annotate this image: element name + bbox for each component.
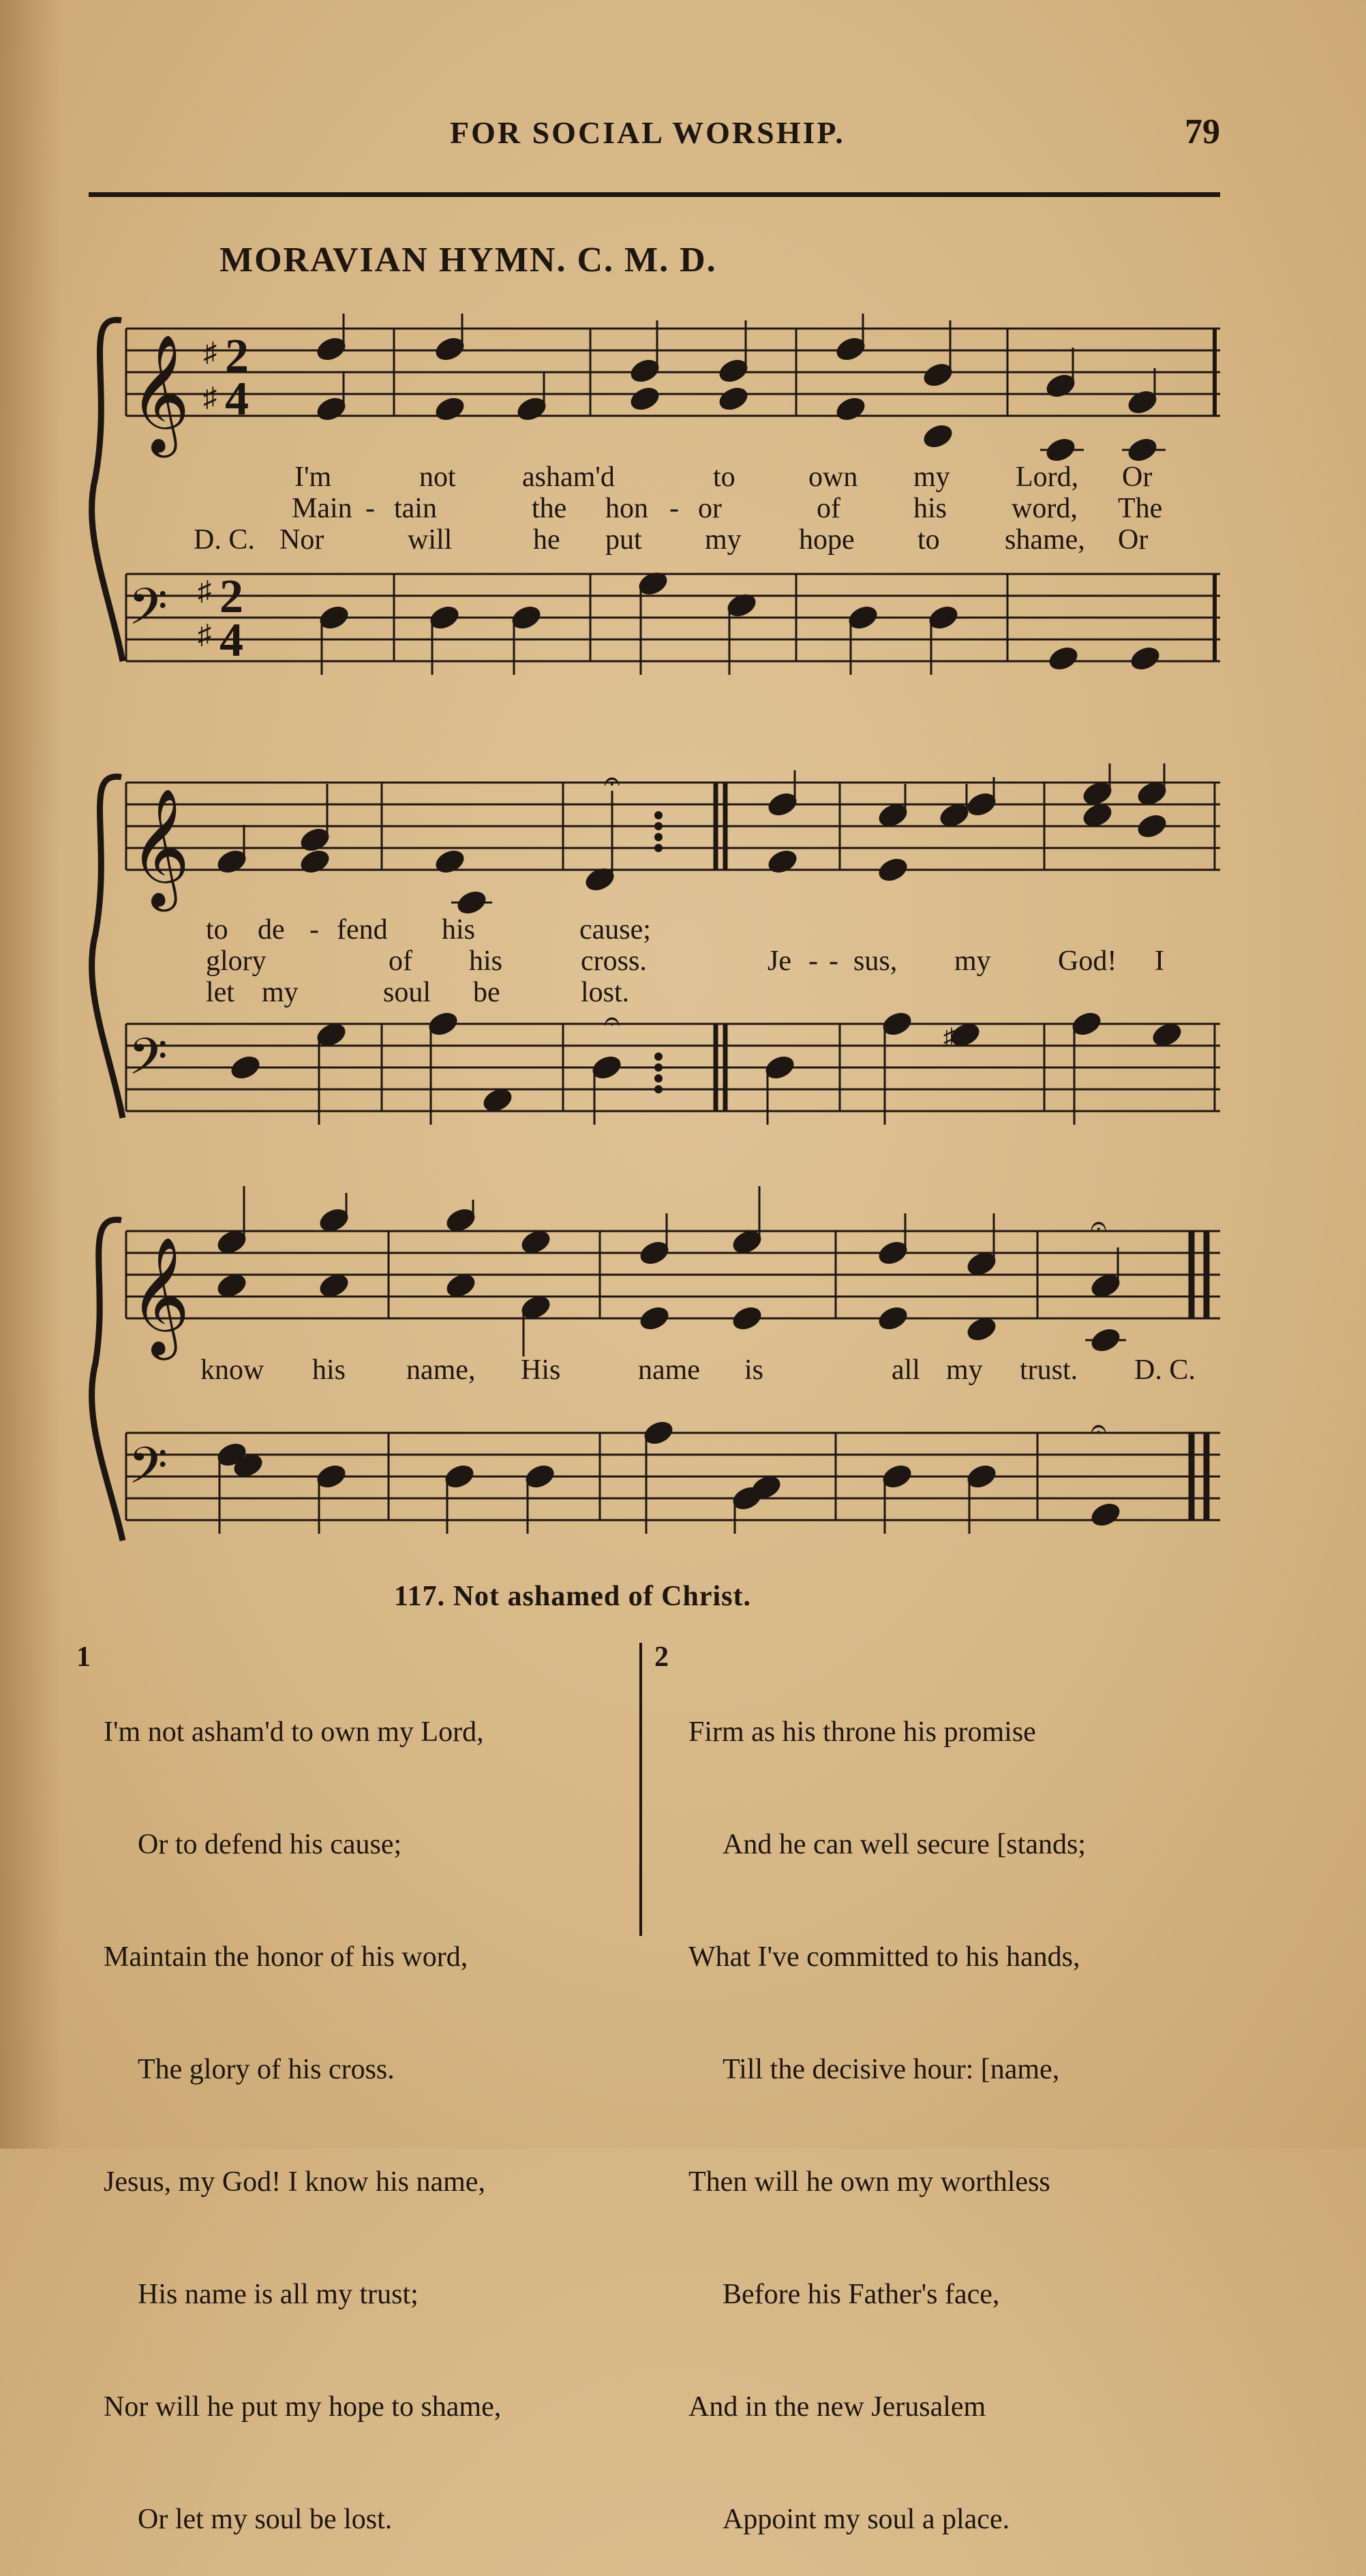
verse-line: Jesus, my God! I know his name, bbox=[104, 2166, 485, 2198]
lyric-word: his bbox=[913, 493, 947, 524]
sharp-icon: ♯ bbox=[203, 337, 217, 367]
treble-clef-icon: 𝄞 bbox=[130, 334, 190, 453]
verse-line: And he can well secure [stands; bbox=[723, 1829, 1086, 1860]
treble-clef-icon: 𝄞 bbox=[130, 1240, 190, 1353]
lyric-word: my bbox=[946, 1354, 983, 1386]
lyric-word: his bbox=[312, 1354, 346, 1386]
lyric-word: my bbox=[262, 977, 299, 1008]
lyric-word: lost. bbox=[581, 977, 630, 1008]
verse-1 bbox=[104, 1639, 501, 2576]
lyric-word: of bbox=[817, 493, 840, 524]
verse-line: Or to defend his cause; bbox=[138, 1829, 402, 1860]
lyric-word: - bbox=[669, 493, 679, 524]
svg-text:♯: ♯ bbox=[943, 1025, 955, 1050]
lyric-word: glory bbox=[206, 945, 267, 977]
lyric-word: to bbox=[917, 524, 940, 556]
hymn-number: 117. bbox=[394, 1581, 446, 1612]
running-head: FOR SOCIAL WORSHIP. bbox=[450, 115, 845, 150]
lyric-word: his bbox=[469, 945, 503, 977]
verse-line: And in the new Jerusalem bbox=[688, 2391, 986, 2423]
lyric-word: he bbox=[533, 524, 560, 556]
hymn-title: Not ashamed of Christ. bbox=[453, 1581, 752, 1612]
column-divider bbox=[639, 1643, 642, 1936]
bass-staff bbox=[126, 1433, 1220, 1520]
lyric-word: - bbox=[829, 945, 838, 977]
lyric-word: not bbox=[419, 461, 456, 493]
treble-clef-icon: 𝄞 bbox=[130, 791, 190, 905]
lyric-word: or bbox=[698, 493, 722, 524]
verse-line: Till the decisive hour: [name, bbox=[723, 2054, 1060, 2085]
verse-line: I'm not asham'd to own my Lord, bbox=[104, 1716, 484, 1748]
lyric-word: tain bbox=[394, 493, 437, 524]
verse-line: The glory of his cross. bbox=[138, 2054, 395, 2085]
lyric-word: cross. bbox=[581, 945, 647, 977]
sharp-icon: ♯ bbox=[198, 575, 211, 606]
time-sig-bottom: 4 bbox=[219, 614, 243, 667]
verse-line: What I've committed to his hands, bbox=[688, 1941, 1080, 1973]
lyric-word: God! bbox=[1058, 945, 1117, 977]
lyric-word: let bbox=[206, 977, 234, 1008]
lyric-word: to bbox=[206, 914, 228, 945]
fermata-icon: 𝄐 bbox=[604, 766, 620, 798]
bass-clef-icon: 𝄢 bbox=[128, 1030, 168, 1097]
lyric-word: Je bbox=[768, 945, 791, 977]
lyric-word: of bbox=[389, 945, 412, 977]
lyric-word: my bbox=[913, 461, 950, 493]
lyric-word: Nor bbox=[279, 524, 324, 556]
lyric-word: name, bbox=[406, 1354, 476, 1386]
lyric-word: word, bbox=[1012, 493, 1078, 524]
lyric-word: the bbox=[532, 493, 567, 524]
verse-line: Or let my soul be lost. bbox=[138, 2504, 393, 2535]
verse-line: Nor will he put my hope to shame, bbox=[104, 2391, 502, 2423]
time-sig-bottom: 4 bbox=[225, 373, 249, 425]
lyric-word: my bbox=[705, 524, 742, 556]
treble-notes-system-3 bbox=[215, 1186, 1126, 1357]
sharp-icon: ♯ bbox=[203, 382, 217, 412]
bass-clef-icon: 𝄢 bbox=[128, 580, 168, 648]
fermata-icon: 𝄐 bbox=[1091, 1211, 1107, 1242]
verse-line: Maintain the honor of his word, bbox=[104, 1941, 468, 1973]
fermata-icon: 𝄐 bbox=[604, 1006, 620, 1037]
treble-staff bbox=[126, 1231, 1220, 1318]
lyric-word: own bbox=[808, 461, 858, 493]
lyric-word: cause; bbox=[579, 914, 651, 945]
hymn-heading bbox=[394, 1580, 751, 1613]
lyric-word: sus, bbox=[853, 945, 898, 977]
lyric-word: shame, bbox=[1005, 524, 1085, 556]
verse-2 bbox=[688, 1639, 1086, 2576]
verse-line: Before his Father's face, bbox=[723, 2279, 1000, 2310]
verse-line: His name is all my trust; bbox=[138, 2279, 419, 2310]
lyric-word: His bbox=[521, 1354, 561, 1386]
verse-1-number: 1 bbox=[76, 1641, 91, 1673]
lyric-word: asham'd bbox=[522, 461, 615, 493]
lyric-word: hon bbox=[605, 493, 648, 524]
fermata-icon: 𝄐 bbox=[1091, 1414, 1107, 1445]
lyric-word: be bbox=[473, 977, 500, 1008]
lyric-word: is bbox=[744, 1354, 764, 1386]
lyric-word: soul bbox=[383, 977, 431, 1008]
lyric-word: all bbox=[892, 1354, 920, 1386]
lyric-word: - bbox=[309, 914, 319, 945]
lyric-word: know bbox=[200, 1354, 264, 1386]
lyric-word: his bbox=[442, 914, 476, 945]
lyric-word: my bbox=[954, 945, 991, 977]
lyric-word: Or bbox=[1122, 461, 1153, 493]
bass-clef-icon: 𝄢 bbox=[128, 1439, 168, 1506]
lyric-word: name bbox=[638, 1354, 700, 1386]
lyric-word: trust. bbox=[1020, 1354, 1078, 1386]
tune-title: MORAVIAN HYMN. C. M. D. bbox=[219, 241, 717, 279]
lyric-word: D. C. bbox=[194, 524, 255, 556]
lyric-word: Or bbox=[1118, 524, 1149, 556]
lyric-word: D. C. bbox=[1134, 1354, 1196, 1386]
lyric-word: The bbox=[1118, 493, 1163, 524]
time-sig-top: 2 bbox=[225, 330, 249, 382]
page-number: 79 bbox=[1185, 112, 1220, 151]
verse-line: Appoint my soul a place. bbox=[723, 2504, 1010, 2535]
sharp-icon: ♯ bbox=[198, 619, 211, 650]
lyric-word: de bbox=[258, 914, 285, 945]
lyric-word: to bbox=[713, 461, 735, 493]
verse-line: Then will he own my worthless bbox=[688, 2166, 1050, 2198]
lyric-word: - bbox=[808, 945, 818, 977]
system-brace bbox=[92, 1219, 123, 1541]
lyric-word: will bbox=[408, 524, 453, 556]
lyric-word: put bbox=[605, 524, 642, 556]
time-sig-top: 2 bbox=[219, 571, 243, 623]
lyric-word: I'm bbox=[294, 461, 332, 493]
lyric-word: I bbox=[1155, 945, 1164, 977]
lyric-word: hope bbox=[799, 524, 855, 556]
verse-2-number: 2 bbox=[654, 1641, 669, 1673]
lyric-word: - bbox=[365, 493, 375, 524]
lyric-word: Main bbox=[292, 493, 352, 524]
lyric-word: fend bbox=[337, 914, 388, 945]
verse-line: Firm as his throne his promise bbox=[688, 1716, 1036, 1748]
lyric-word: Lord, bbox=[1016, 461, 1079, 493]
